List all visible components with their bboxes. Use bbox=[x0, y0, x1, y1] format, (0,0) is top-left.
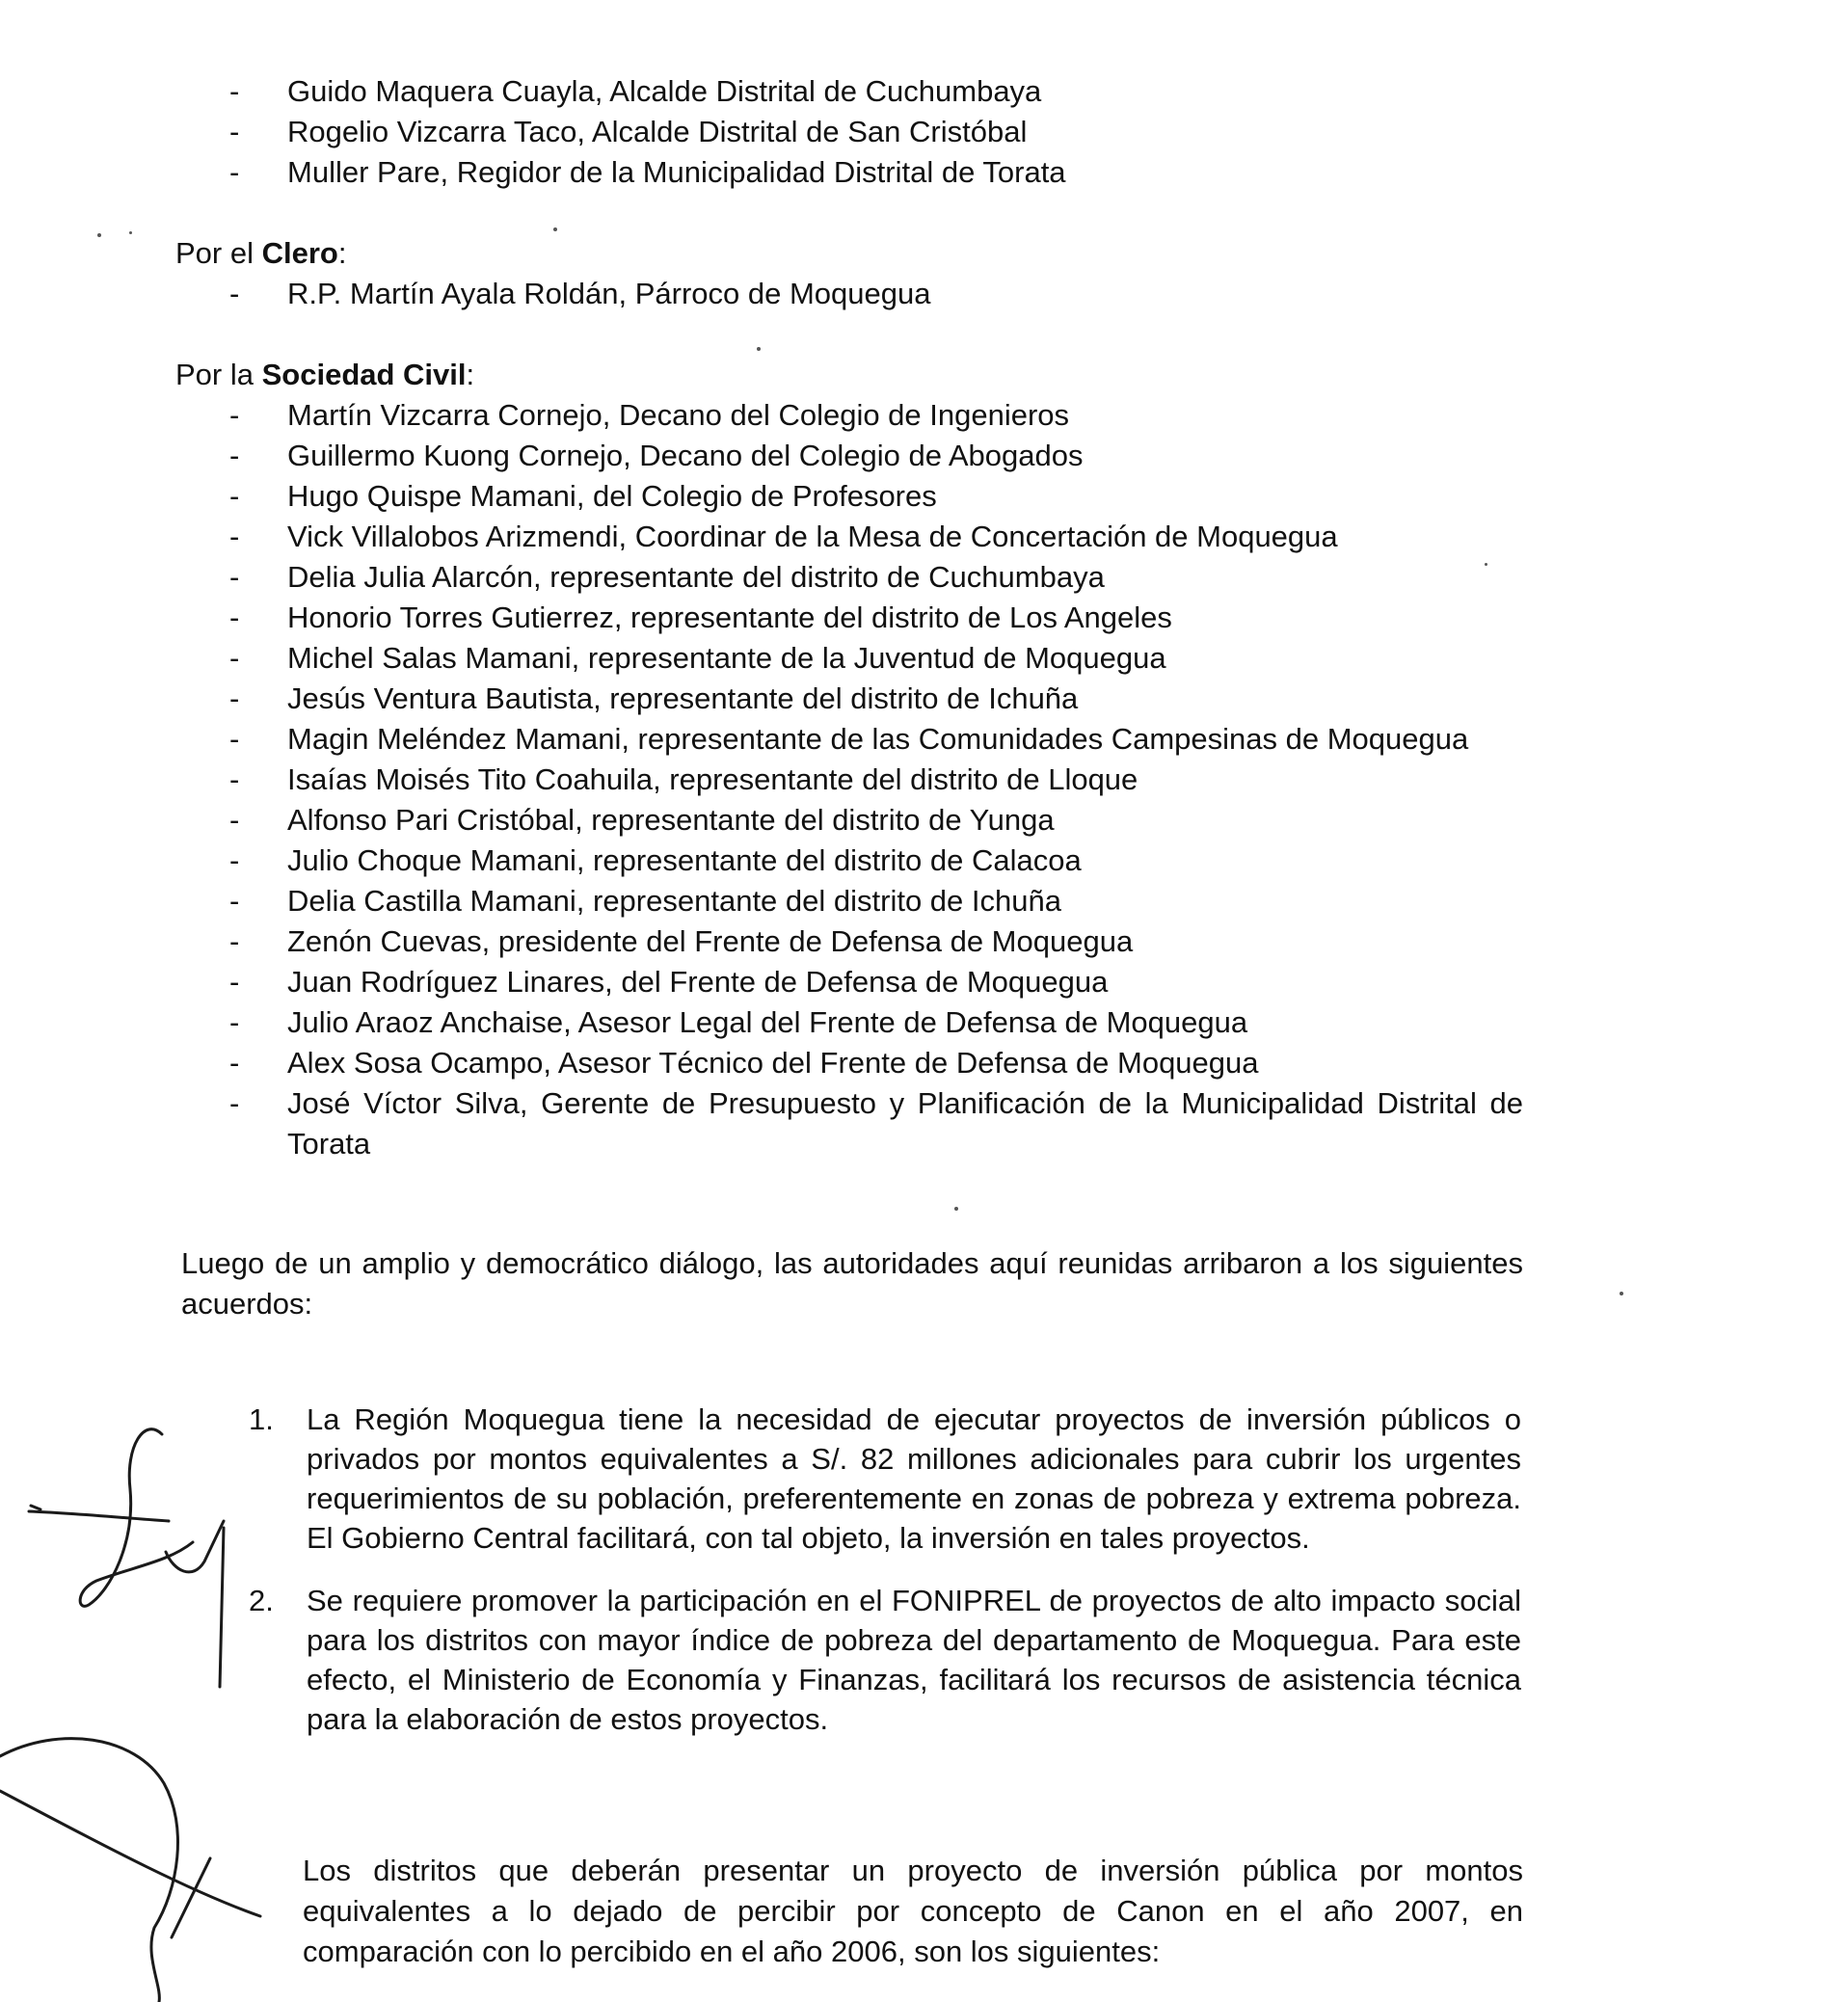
list-item: - Muller Pare, Regidor de la Municipalidad Distrital de Torata bbox=[0, 152, 1523, 193]
list-dash: - bbox=[229, 843, 240, 877]
signature-stroke bbox=[220, 1528, 224, 1687]
list-dash: - bbox=[229, 74, 240, 108]
signature-stroke bbox=[166, 1521, 224, 1572]
list-item: - Guido Maquera Cuayla, Alcalde Distrital de Cuchumbaya bbox=[0, 71, 1523, 112]
list-item: - Hugo Quispe Mamani, del Colegio de Profesores bbox=[0, 476, 1523, 517]
agreement-text: La Región Moquegua tiene la necesidad de ejecutar proyectos de inversión públicos o privados por montos equivalentes a S/. 82 millones adicionales para cubrir los urgentes requerimientos de su población, preferentemente en zonas de pobreza y extrema pobreza. El Gobierno Central facilitará, con tal objeto, la inversión en tales proyectos. bbox=[307, 1402, 1521, 1555]
list-item: - Guillermo Kuong Cornejo, Decano del Colegio de Abogados bbox=[0, 436, 1523, 476]
list-dash: - bbox=[229, 681, 240, 715]
list-dash: - bbox=[229, 1005, 240, 1039]
list-item: - Rogelio Vizcarra Taco, Alcalde Distrital de San Cristóbal bbox=[0, 112, 1523, 152]
list-item: - Jesús Ventura Bautista, representante del distrito de Ichuña bbox=[0, 679, 1523, 719]
list-dash: - bbox=[229, 1046, 240, 1080]
clergy-heading: Por el Clero: bbox=[175, 236, 347, 270]
list-item: - Michel Salas Mamani, representante de la Juventud de Moquegua bbox=[0, 638, 1523, 679]
list-item: - Julio Araoz Anchaise, Asesor Legal del Frente de Defensa de Moquegua bbox=[0, 1002, 1523, 1043]
scan-speck bbox=[97, 233, 101, 237]
scan-speck bbox=[757, 347, 761, 351]
signature-stroke bbox=[172, 1858, 210, 1937]
list-item: - Delia Castilla Mamani, representante del distrito de Ichuña bbox=[0, 881, 1523, 921]
list-item: - Alex Sosa Ocampo, Asesor Técnico del Frente de Defensa de Moquegua bbox=[0, 1043, 1523, 1083]
list-item: - Martín Vizcarra Cornejo, Decano del Colegio de Ingenieros bbox=[0, 395, 1523, 436]
list-item: - Isaías Moisés Tito Coahuila, representante del distrito de Lloque bbox=[0, 760, 1523, 800]
list-dash: - bbox=[229, 560, 240, 594]
list-dash: - bbox=[229, 398, 240, 432]
list-item: - Alfonso Pari Cristóbal, representante del distrito de Yunga bbox=[0, 800, 1523, 841]
list-dash: - bbox=[229, 155, 240, 189]
list-item: - Julio Choque Mamani, representante del distrito de Calacoa bbox=[0, 841, 1523, 881]
scan-speck bbox=[954, 1207, 958, 1211]
list-dash: - bbox=[229, 520, 240, 553]
list-dash: - bbox=[229, 641, 240, 675]
list-item: - Magin Meléndez Mamani, representante de las Comunidades Campesinas de Moquegua bbox=[0, 719, 1523, 760]
scan-speck bbox=[1620, 1292, 1623, 1295]
list-dash: - bbox=[229, 924, 240, 958]
list-item: - Juan Rodríguez Linares, del Frente de Defensa de Moquegua bbox=[0, 962, 1523, 1002]
intro-paragraph: Luego de un amplio y democrático diálogo, las autoridades aquí reunidas arribaron a los siguientes acuerdos: bbox=[181, 1246, 1523, 1321]
agreement-number: 1. bbox=[249, 1402, 274, 1436]
signature-stroke bbox=[29, 1511, 169, 1521]
list-dash: - bbox=[229, 722, 240, 756]
scan-speck bbox=[1485, 563, 1487, 566]
scan-speck bbox=[553, 227, 557, 231]
list-item: - Zenón Cuevas, presidente del Frente de Defensa de Moquegua bbox=[0, 921, 1523, 962]
list-dash: - bbox=[229, 965, 240, 999]
list-dash: - bbox=[229, 479, 240, 513]
agreement-text: Se requiere promover la participación en el FONIPREL de proyectos de alto impacto social para los distritos con mayor índice de pobreza del departamento de Moquegua. Para este efecto, el Ministerio de Economía y Finanzas, facilitará los recursos de asistencia técnica para la elaboración de estos proyectos. bbox=[307, 1584, 1521, 1736]
list-dash: - bbox=[229, 601, 240, 634]
list-dash: - bbox=[229, 803, 240, 837]
agreement-number: 2. bbox=[249, 1584, 274, 1617]
list-item: - R.P. Martín Ayala Roldán, Párroco de Moquegua bbox=[0, 274, 1523, 314]
list-dash: - bbox=[229, 439, 240, 472]
list-dash: - bbox=[229, 1086, 240, 1120]
signature-stroke bbox=[31, 1506, 40, 1509]
list-dash: - bbox=[229, 762, 240, 796]
list-dash: - bbox=[229, 277, 240, 310]
scan-speck bbox=[129, 231, 132, 234]
civil-society-heading: Por la Sociedad Civil: bbox=[175, 358, 475, 391]
list-dash: - bbox=[229, 884, 240, 918]
signature-stroke bbox=[0, 1791, 260, 1916]
list-item: - Honorio Torres Gutierrez, representante del distrito de Los Angeles bbox=[0, 598, 1523, 638]
closing-paragraph: Los distritos que deberán presentar un proyecto de inversión pública por montos equivalentes a lo dejado de percibir por concepto de Canon en el año 2007, en comparación con lo percibido en el año 2006, son los siguientes: bbox=[303, 1854, 1523, 1968]
list-item: - Vick Villalobos Arizmendi, Coordinar de la Mesa de Concertación de Moquegua bbox=[0, 517, 1523, 557]
list-item: - José Víctor Silva, Gerente de Presupuesto y Planificación de la Municipalidad Distrital de Torata bbox=[0, 1083, 1523, 1164]
list-item: - Delia Julia Alarcón, representante del distrito de Cuchumbaya bbox=[0, 557, 1523, 598]
list-dash: - bbox=[229, 115, 240, 148]
